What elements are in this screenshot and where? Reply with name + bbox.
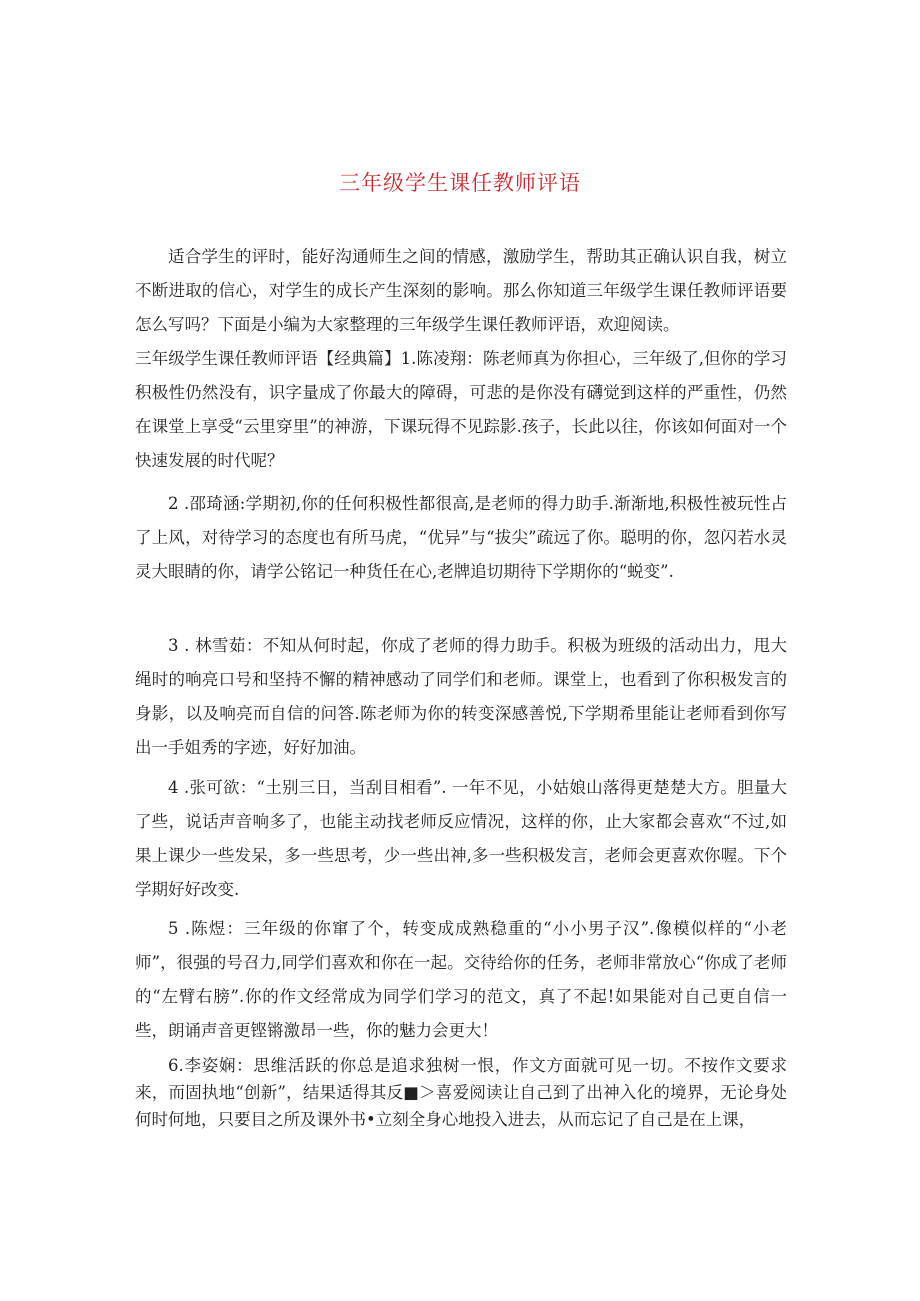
comment-paragraph-1: 三年级学生课任教师评语【经典篇】1.陈凌翔：陈老师真为你担心，三年级了,但你的学习积极性仍然没有，识字量成了你最大的障碍，可悲的是你没有礴觉到这样的严重性，仍然在课堂上享受“云里穿里”的神游，下课玩得不见踪影.孩子，长此以往，你该如何面对一个快速发展的时代呢？ xyxy=(135,349,787,470)
comment-paragraph-4: 4 .张可欲：“土别三日，当刮目相看”. 一年不见，小姑娘山落得更楚楚大方。胆量大了些，说话声音响多了，也能主动找老师反应情况，这样的你，止大家都会喜欢“不过,如果上课少一些发呆，多一些思考，少一些出神,多一些积极发言，老师会更喜欢你喔。下个学期好好改变. xyxy=(135,778,787,899)
comment-paragraph-5: 5 .陈煜：三年级的你窜了个，转变成成熟稳重的“小小男子汉”.像模似样的“小老师”，很强的号召力,同学们喜欢和你在一起。交待给你的任务，老师非常放心“你成了老师的“左臂右膀”.你的作文经常成为同学们学习的范文，真了不起!如果能对自己更自信一些，朗诵声音更铿锵激昂一些，你的魅力会更大！ xyxy=(135,919,787,1040)
comment-paragraph-3: 3 . 林雪茹：不知从何时起，你成了老师的得力助手。积极为班级的活动出力，甩大绳时的响亮口号和坚持不懈的精神感动了同学们和老师。课堂上，也看到了你积极发言的身影，以及响亮而自信的问答.陈老师为你的转变深感善悦,下学期希里能让老师看到你写出一手姐秀的字迹，好好加油。 xyxy=(135,636,787,757)
comment-paragraph-2: 2 .邵琦涵:学期初,你的任何积极性都很高,是老师的得力助手.渐渐地,积极性被玩性占了上风，对待学习的态度也有所马虎，“优异”与“拔尖”疏远了你。聪明的你，忽闪若水灵灵大眼睛的你，请学公铭记一种货任在心,老牌追切期待下学期你的“蜕变”. xyxy=(135,494,787,581)
document-title: 三年级学生课任教师评语 xyxy=(339,171,581,195)
comment-paragraph-6: 6.李姿娴：思维活跃的你总是追求独树一恨，作文方面就可见一切。不按作文要求来，而固执地“创新”，结果适得其反■＞喜爱阅读让自己到了出神入化的境界，无论身处何时何地，只要目之所及课外书•立刻全身心地投入进去，从而忘记了自己是在上课， xyxy=(135,1056,787,1129)
intro-paragraph: 适合学生的评时，能好沟通师生之间的情感，激励学生，帮助其正确认识自我，树立不断进取的信心，对学生的成长产生深刻的影响。那么你知道三年级学生课任教师评语要怎么写吗？下面是小编为大家整理的三年级学生课任教师评语，欢迎阅读。 xyxy=(135,247,787,334)
